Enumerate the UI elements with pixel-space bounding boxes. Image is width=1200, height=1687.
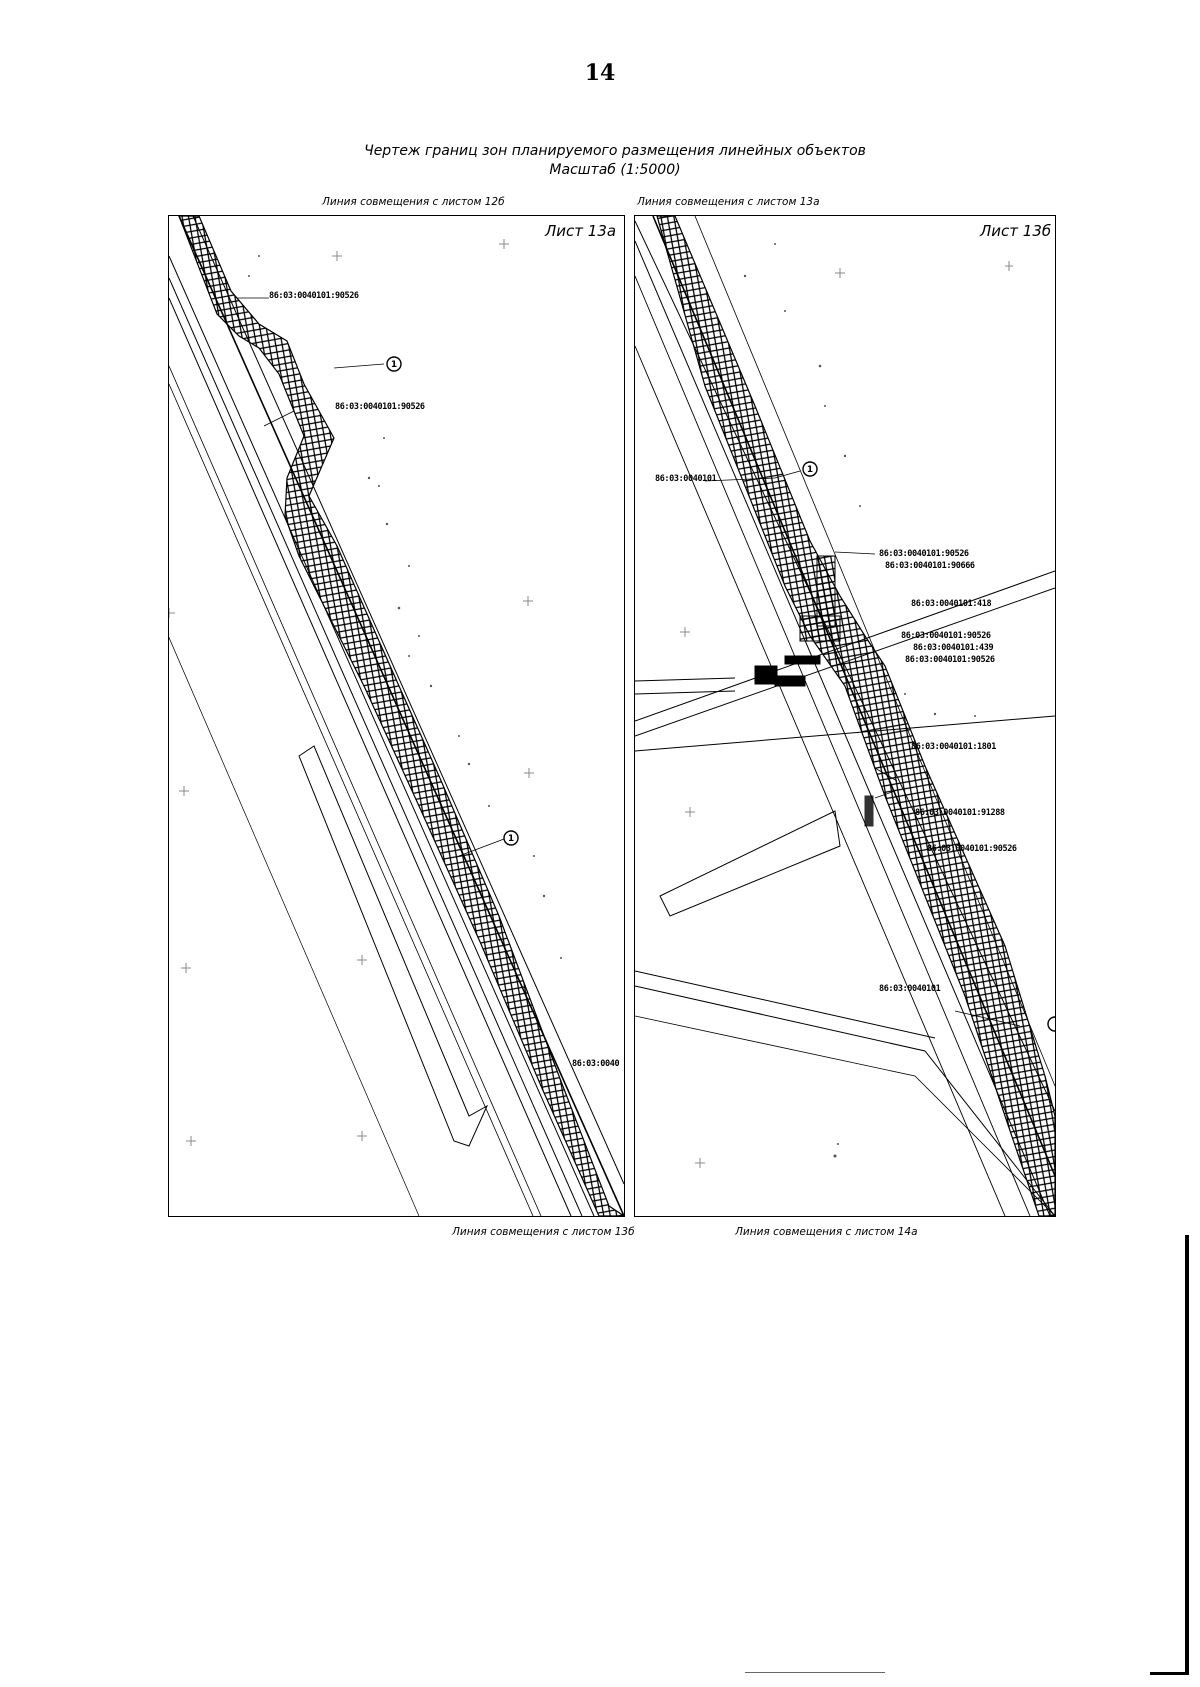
scan-edge-mark	[745, 1672, 885, 1673]
scan-edge-mark	[1185, 1235, 1189, 1675]
cadastral-label: 86:03:0040101:418	[911, 599, 992, 609]
sheet-13a-linework	[169, 216, 624, 1216]
sheet-13b-label: Лист 13б	[980, 222, 1052, 240]
scan-edge-mark	[1150, 1672, 1188, 1675]
cadastral-label: 86:03:0040101:90526	[901, 631, 991, 641]
cadastral-label: 86:03:0040101:90526	[905, 655, 995, 665]
drawing-title	[0, 142, 1200, 180]
cadastral-label: 86:03:0040101	[879, 984, 941, 994]
map-sheet-13a	[168, 215, 625, 1217]
svg-text:1: 1	[507, 834, 515, 844]
cadastral-label: 86:03:0040101:1801	[911, 742, 996, 752]
title-text: Чертеж границ зон планируемого размещения линейных объектов	[364, 143, 866, 159]
sheet-13a-bottom-caption: Линия совмещения с листом 13б	[452, 1226, 635, 1238]
svg-text:1: 1	[806, 465, 814, 475]
cadastral-label: 86:03:0040101:90526	[879, 549, 969, 559]
sheet-13b-bottom-caption: Линия совмещения с листом 14а	[735, 1226, 918, 1238]
cadastral-label: 86:03:0040101:439	[913, 643, 994, 653]
cadastral-label: 86:03:0040101:90526	[335, 402, 425, 412]
sheet-13b-top-caption: Линия совмещения с листом 13а	[637, 196, 820, 208]
sheet-13a-top-caption: Линия совмещения с листом 12б	[322, 196, 505, 208]
map-sheet-13b	[634, 215, 1056, 1217]
sheet-13b-linework	[635, 216, 1055, 1216]
cadastral-label: 86:03:0040101:90526	[269, 291, 359, 301]
page-number: 14	[584, 60, 616, 86]
svg-text:1: 1	[390, 360, 398, 370]
cadastral-label: 86:03:0040101:90666	[885, 561, 975, 571]
planned-zone-hatch	[657, 216, 1055, 1216]
cadastral-label: 86:03:0040101	[655, 474, 717, 484]
parcel-outline	[299, 746, 487, 1146]
scale-text: Масштаб (1:5000)	[549, 162, 681, 178]
zone-marker-numbers	[807, 465, 813, 475]
cadastral-label: 86:03:0040	[572, 1059, 620, 1069]
leader-lines	[237, 298, 504, 856]
cadastral-label: 86:03:0040101:90526	[927, 844, 1017, 854]
cadastral-label: 86:03:0040101:91288	[915, 808, 1005, 818]
sheet-13a-label: Лист 13а	[545, 222, 617, 240]
